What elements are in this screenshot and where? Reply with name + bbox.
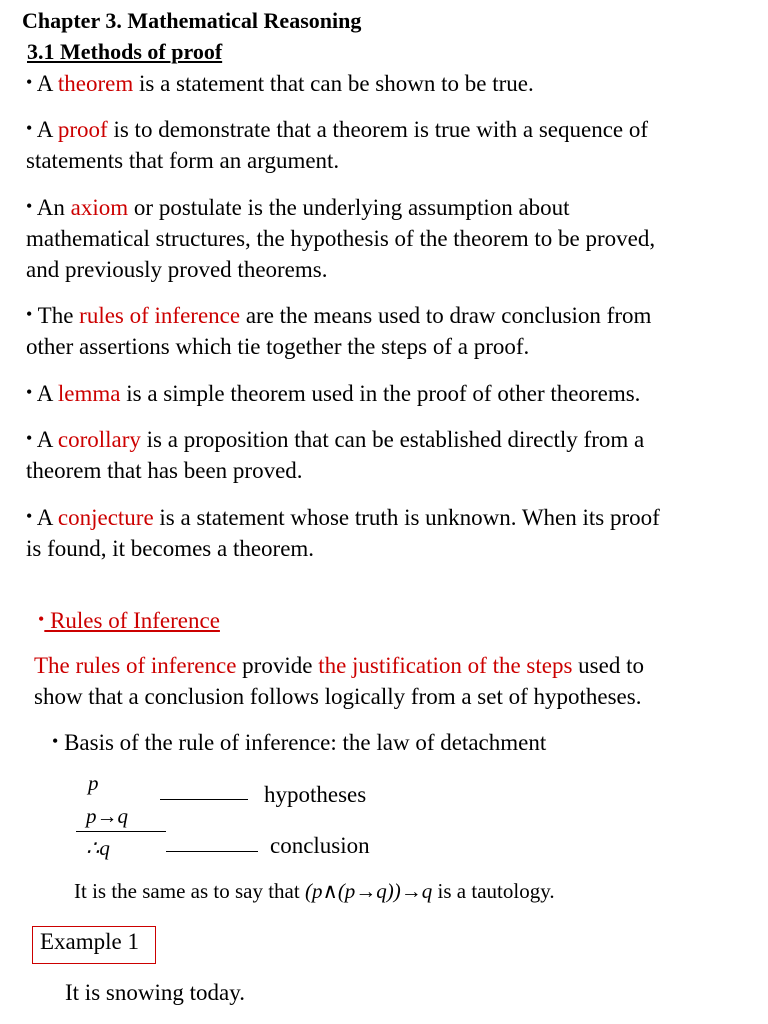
rules-intro: The rules of inference provide the justification of the steps used to [34,653,644,678]
bullet-icon: • [26,72,33,92]
premise-p-implies-q: p→q [86,804,128,828]
definition-proof: • A proof is to demonstrate that a theorem is true with a sequence of [26,117,649,142]
rules-intro-line2: show that a conclusion follows logically from a set of hypotheses. [34,684,642,709]
hypotheses-dash [160,799,248,800]
term-proof: proof [57,117,108,142]
term-axiom: axiom [70,195,129,220]
conclusion-dash [166,851,258,852]
term-corollary: corollary [57,427,141,452]
bullet-icon: • [26,196,33,216]
bullet-icon: • [26,382,33,402]
definition-conjecture: • A conjecture is a statement whose truth is unknown. When its proof [26,505,660,530]
bullet-icon: • [26,506,33,526]
tautology-statement: It is the same as to say that (p∧(p→q))→q is a tautology. [74,879,555,903]
law-of-detachment-basis: • Basis of the rule of inference: the law of detachment [52,730,547,755]
example-label: Example 1 [40,929,139,954]
definition-rules-of-inference: • The rules of inference are the means used to draw conclusion from [26,303,652,328]
hypotheses-label: hypotheses [264,782,367,807]
bullet-icon: • [26,118,33,138]
inference-bar [76,831,166,832]
conclusion-therefore-q: ∴q [86,836,110,860]
definition-lemma: • A lemma is a simple theorem used in the proof of other theorems. [26,381,641,406]
definition-axiom-line3: and previously proved theorems. [26,257,328,282]
definition-axiom: • An axiom or postulate is the underlying assumption about [26,195,570,220]
bullet-icon: • [52,731,59,751]
definition-corollary-line2: theorem that has been proved. [26,458,303,483]
bullet-icon: • [26,304,33,324]
conclusion-label: conclusion [270,833,370,858]
term-rules-of-inference: rules of inference [79,303,241,328]
definition-theorem: • A theorem is a statement that can be shown to be true. [26,71,534,96]
tautology-expression: (p∧(p→q))→q [304,879,433,903]
definition-axiom-line2: mathematical structures, the hypothesis of the theorem to be proved, [26,226,656,251]
term-conjecture: conjecture [57,505,154,530]
definition-rules-line2: other assertions which tie together the steps of a proof. [26,334,530,359]
term-lemma: lemma [57,381,121,406]
example-text: It is snowing today. [65,980,245,1005]
rules-of-inference-heading: • Rules of Inference [38,608,220,633]
definition-corollary: • A corollary is a proposition that can be established directly from a [26,427,645,452]
term-theorem: theorem [57,71,134,96]
bullet-icon: • [26,428,33,448]
definition-proof-line2: statements that form an argument. [26,148,340,173]
premise-p: p [88,771,99,795]
chapter-title: Chapter 3. Mathematical Reasoning [22,8,362,33]
section-title: 3.1 Methods of proof [27,39,223,64]
bullet-icon: • [38,609,45,629]
definition-conjecture-line2: is found, it becomes a theorem. [26,536,315,561]
